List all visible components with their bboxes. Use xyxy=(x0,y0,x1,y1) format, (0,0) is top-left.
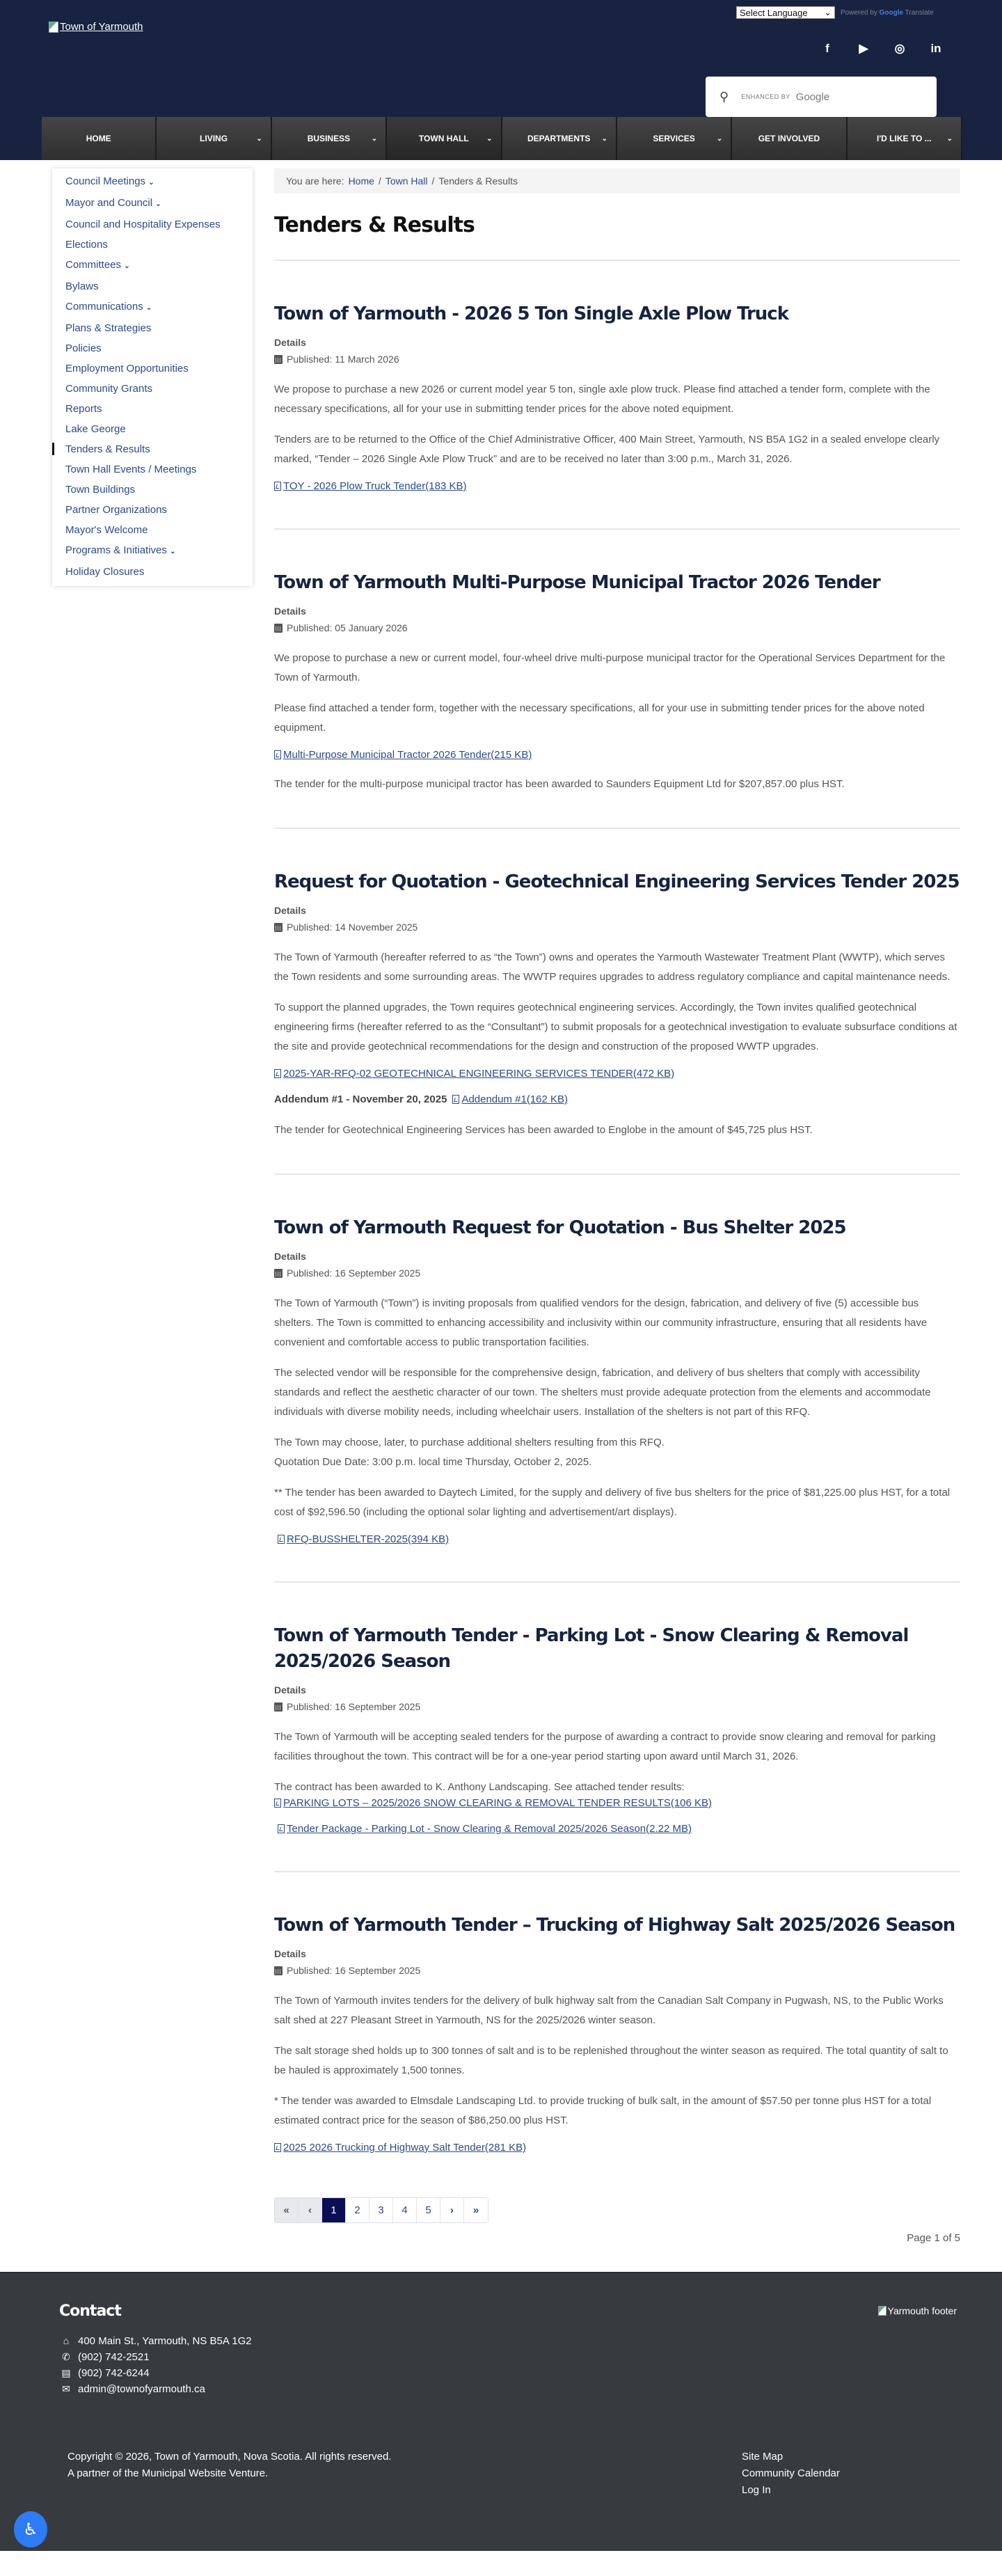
tender-article xyxy=(274,530,960,829)
calendar-icon xyxy=(274,923,283,932)
article-paragraph: Please find attached a tender form, together with the necessary specifications, all for your use in submitting tender prices for the above noted equipment. xyxy=(274,702,925,734)
sidebar-item-plans-strategies[interactable]: Plans & Strategies xyxy=(65,322,152,334)
address-text: 400 Main St., Yarmouth, NS B5A 1G2 xyxy=(78,2334,252,2347)
tender-article xyxy=(274,261,960,530)
pagination-page-5[interactable]: 5 xyxy=(417,2198,440,2222)
sidebar-item-hospitality-expenses[interactable]: Council and Hospitality Expenses xyxy=(65,219,221,230)
footer-link-log-in[interactable]: Log In xyxy=(742,2484,771,2496)
details-label: Details xyxy=(274,905,306,916)
page-count: Page 1 of 5 xyxy=(907,2232,960,2244)
pagination-row xyxy=(274,2197,960,2244)
article-paragraph: The Town of Yarmouth will be accepting sealed tenders for the purpose of awarding a contract to provide snow clearing and removal for parking facilities throughout the town. This contract will be for a one-year period starting upon award until March 31, 2026. xyxy=(274,1731,936,1762)
nav-town-hall[interactable] xyxy=(387,117,502,160)
breadcrumb-current: Tenders & Results xyxy=(438,175,518,187)
addendum-row xyxy=(274,1093,960,1105)
footer-address xyxy=(61,2333,252,2348)
phone-text: (902) 742-2521 xyxy=(78,2350,150,2363)
sidebar-item-committees[interactable] xyxy=(52,255,253,276)
search-google-watermark: Google xyxy=(795,90,830,103)
partner-link[interactable]: Municipal Website Venture xyxy=(141,2467,266,2479)
pagination-first[interactable]: « xyxy=(275,2198,299,2222)
document-link-label: Tender Package - Parking Lot - Snow Clearing & Removal 2025/2026 Season(2.22 MB) xyxy=(287,1823,692,1835)
document-link[interactable] xyxy=(278,1823,692,1835)
nav-label: SERVICES xyxy=(653,134,695,143)
language-select[interactable] xyxy=(736,6,835,19)
pagination-page-4[interactable]: 4 xyxy=(393,2198,417,2222)
published-date xyxy=(274,1701,960,1712)
article-paragraph: We propose to purchase a new 2026 or current model year 5 ton, single axle plow truck. Please find attached a tender form, complete with the necessary specifications, all for your use in submitting tender prices for the above noted equipment. xyxy=(274,384,930,415)
pdf-icon xyxy=(274,750,281,759)
main-content xyxy=(274,160,960,2244)
document-link-label: RFQ-BUSSHELTER-2025(394 KB) xyxy=(287,1533,450,1545)
published-text: Published: 14 November 2025 xyxy=(287,922,418,933)
footer-link-community-calendar[interactable]: Community Calendar xyxy=(742,2467,840,2479)
instagram-icon[interactable]: ◎ xyxy=(894,42,905,55)
chevron-down-icon: ⌄ xyxy=(371,134,378,143)
document-link-label: TOY - 2026 Plow Truck Tender(183 KB) xyxy=(283,480,467,492)
pdf-icon xyxy=(274,1069,281,1078)
chevron-down-icon[interactable]: ⌄ xyxy=(170,548,176,555)
sidebar-item-elections[interactable]: Elections xyxy=(65,239,108,251)
chevron-down-icon[interactable]: ⌄ xyxy=(124,262,130,270)
award-result: * The tender was awarded to Elmsdale Landscaping Ltd. to provide trucking of bulk salt, in the amount of $57.50 per tonne plus HST for a total estimated contract price for the season of $86,250.00 plus HST. xyxy=(274,2095,932,2126)
article-paragraph: To support the planned upgrades, the Town requires geotechnical engineering services. Accordingly, the Town invites qualified geotechnical engineering firms (hereafter referred to as the “Consultant”) to submit proposals for a geotechnical investigation to evaluate subsurface conditions at the site and provide geotechnical recommendations for the design and construction of the proposed WWTP upgrades. xyxy=(274,1002,957,1052)
fax-icon: ▤ xyxy=(61,2366,71,2378)
footer-links xyxy=(742,2449,840,2499)
published-date xyxy=(274,1965,960,1976)
powered-by-text: Powered by xyxy=(841,8,877,17)
sidebar-item-reports[interactable]: Reports xyxy=(65,403,102,415)
breadcrumb-home[interactable]: Home xyxy=(348,175,374,187)
chevron-down-icon: ⌄ xyxy=(256,134,262,143)
nav-label: TOWN HALL xyxy=(418,134,469,143)
nav-home[interactable] xyxy=(42,117,157,160)
document-link-label: Multi-Purpose Municipal Tractor 2026 Tender(215 KB) xyxy=(283,749,532,761)
pdf-icon xyxy=(452,1095,459,1104)
footer-contact-list xyxy=(61,2333,252,2397)
translate-text: Translate xyxy=(905,8,934,17)
addendum-link[interactable] xyxy=(452,1093,568,1105)
published-date xyxy=(274,1267,960,1279)
sidebar-item-bylaws[interactable]: Bylaws xyxy=(65,280,99,292)
chevron-down-icon: ⌄ xyxy=(716,134,723,143)
page-title: Tenders & Results xyxy=(274,213,475,237)
pdf-icon xyxy=(274,2143,281,2152)
nav-label: GET INVOLVED xyxy=(758,134,820,143)
breadcrumb-town-hall[interactable]: Town Hall xyxy=(385,175,428,187)
pagination-page-1[interactable]: 1 xyxy=(322,2198,346,2222)
published-text: Published: 16 September 2025 xyxy=(287,1267,421,1279)
page-body xyxy=(0,160,1002,2272)
sidebar-item-town-hall-events[interactable]: Town Hall Events / Meetings xyxy=(65,464,197,475)
published-text: Published: 11 March 2026 xyxy=(287,354,399,365)
nav-id-like-to[interactable] xyxy=(848,117,962,160)
pagination-last[interactable]: » xyxy=(464,2198,488,2222)
article-paragraph: The selected vendor will be responsible for the comprehensive design, fabrication, and delivery of bus shelters that comply with accessibility standards and reflect the aesthetic character of our town. The shelters must provide adequate protection from the elements and accommodate individuals with diverse mobility needs, including wheelchair users. Installation of the shelters is not part of this RFQ. xyxy=(274,1367,931,1418)
document-link[interactable] xyxy=(274,749,532,761)
chevron-down-icon: ⌄ xyxy=(601,134,607,143)
footer-fax xyxy=(61,2365,252,2380)
partner-line: A partner of the Municipal Website Venture. xyxy=(67,2467,269,2479)
footer-copyright xyxy=(67,2449,391,2482)
pdf-icon xyxy=(278,1824,285,1833)
details-label: Details xyxy=(274,606,306,617)
breadcrumb-separator: / xyxy=(431,175,435,187)
nav-label: LIVING xyxy=(200,134,228,143)
article-title[interactable]: Town of Yarmouth Request for Quotation - Bus Shelter 2025 xyxy=(274,1217,846,1238)
nav-services[interactable] xyxy=(617,117,732,160)
tender-article xyxy=(274,1175,960,1583)
document-link[interactable] xyxy=(274,1068,674,1080)
award-result: The tender for the multi-purpose municipal tractor has been awarded to Saunders Equipment Ltd for $207,857.00 plus HST. xyxy=(274,778,845,790)
chevron-down-icon: ⌄ xyxy=(824,7,832,17)
article-paragraph: Quotation Due Date: 3:00 p.m. local time Thursday, October 2, 2025. xyxy=(274,1456,592,1468)
nav-departments[interactable] xyxy=(502,117,617,160)
document-link[interactable] xyxy=(274,1797,712,1809)
sidebar-item-employment[interactable]: Employment Opportunities xyxy=(65,363,189,374)
article-title[interactable]: Town of Yarmouth Tender - Parking Lot - Snow Clearing & Removal 2025/2026 Season xyxy=(274,1625,909,1672)
document-link-label: PARKING LOTS – 2025/2026 SNOW CLEARING & REMOVAL TENDER RESULTS(106 KB) xyxy=(283,1797,713,1809)
sidebar-item-programs-initiatives[interactable] xyxy=(52,540,253,562)
email-icon: ✉ xyxy=(62,2383,70,2394)
article-title[interactable]: Town of Yarmouth Tender – Trucking of Highway Salt 2025/2026 Season xyxy=(274,1915,955,1936)
nav-business[interactable] xyxy=(272,117,387,160)
pagination-page-2[interactable]: 2 xyxy=(346,2198,369,2222)
footer-link-site-map[interactable]: Site Map xyxy=(742,2451,784,2463)
article-paragraph: The Town of Yarmouth invites tenders for the delivery of bulk highway salt from the Canadian Salt Company in Pugwash, NS, to the Public Works salt shed at 227 Pleasant Street in Yarmouth, NS for the 2025/2026 winter season. xyxy=(274,1995,944,2026)
chevron-down-icon[interactable]: ⌄ xyxy=(145,304,152,312)
nav-label: HOME xyxy=(86,134,111,143)
search-enhanced-by: ENHANCED BY xyxy=(741,93,790,100)
sidebar-item-holiday-closures[interactable]: Holiday Closures xyxy=(65,566,145,578)
sidebar-item-mayors-welcome[interactable]: Mayor's Welcome xyxy=(65,524,148,536)
tender-article xyxy=(274,1872,960,2167)
social-links xyxy=(820,42,944,56)
calendar-icon xyxy=(274,1966,283,1975)
pagination-next[interactable]: › xyxy=(440,2198,464,2222)
article-title[interactable]: Request for Quotation - Geotechnical Engineering Services Tender 2025 xyxy=(274,871,960,892)
breadcrumb xyxy=(274,168,960,193)
article-paragraph: We propose to purchase a new or current model, four-wheel drive multi-purpose municipal tractor for the Operational Services Department for the Town of Yarmouth. xyxy=(274,652,946,683)
translate-widget xyxy=(736,6,934,19)
chevron-down-icon: ⌄ xyxy=(946,134,953,143)
footer-logo xyxy=(878,2305,957,2316)
calendar-icon xyxy=(274,355,283,364)
document-link[interactable] xyxy=(274,480,466,492)
pagination-prev[interactable]: ‹ xyxy=(299,2198,322,2222)
sidebar-item-lake-george[interactable]: Lake George xyxy=(65,423,126,435)
award-result: The contract has been awarded to K. Anthony Landscaping. See attached tender results: xyxy=(274,1781,685,1793)
published-date xyxy=(274,622,960,633)
footer-logo-alt: Yarmouth footer xyxy=(887,2305,957,2316)
site-logo-link[interactable] xyxy=(49,21,143,33)
broken-image-icon xyxy=(878,2306,886,2316)
footer-contact-title: Contact xyxy=(59,2302,121,2320)
nav-get-involved[interactable] xyxy=(732,117,847,160)
pagination xyxy=(274,2197,488,2223)
published-date xyxy=(274,354,960,365)
phone-icon: ✆ xyxy=(62,2350,70,2362)
pdf-icon xyxy=(274,482,281,491)
sidebar-item-partner-organizations[interactable]: Partner Organizations xyxy=(65,504,167,516)
broken-image-icon xyxy=(49,22,58,33)
tender-article xyxy=(274,1583,960,1872)
breadcrumb-prefix: You are here: xyxy=(286,175,344,187)
chevron-down-icon[interactable]: ⌄ xyxy=(155,200,161,208)
nav-label: DEPARTMENTS xyxy=(527,134,591,143)
site-header xyxy=(0,0,1002,160)
breadcrumb-separator: / xyxy=(378,175,381,187)
document-link-label: Addendum #1(162 KB) xyxy=(461,1093,568,1105)
sidebar-item-label: Programs & Initiatives xyxy=(65,544,167,556)
nav-label: I'D LIKE TO ... xyxy=(876,134,932,143)
chevron-down-icon: ⌄ xyxy=(486,134,493,143)
award-result: The tender for Geotechnical Engineering Services has been awarded to Englobe in the amount of $45,725 plus HST. xyxy=(274,1124,813,1136)
footer-phone xyxy=(61,2349,252,2364)
published-text: Published: 16 September 2025 xyxy=(287,1965,421,1976)
search-icon[interactable]: ⚲ xyxy=(719,89,729,104)
facebook-icon[interactable]: f xyxy=(825,42,829,55)
sidebar-menu xyxy=(52,168,253,586)
youtube-icon[interactable]: ▶ xyxy=(859,42,868,55)
accessibility-button[interactable] xyxy=(14,2511,47,2547)
sidebar-item-communications[interactable] xyxy=(52,297,253,318)
pagination-page-3[interactable]: 3 xyxy=(369,2198,393,2222)
tender-article xyxy=(274,829,960,1175)
chevron-down-icon[interactable]: ⌄ xyxy=(148,179,154,187)
partner-prefix: A partner of the xyxy=(67,2467,139,2479)
sidebar-item-policies[interactable]: Policies xyxy=(65,342,102,354)
document-link[interactable] xyxy=(274,2142,526,2154)
sidebar-item-label: Council Meetings xyxy=(65,175,146,187)
site-search-input[interactable] xyxy=(706,77,937,117)
footer-email xyxy=(61,2381,252,2396)
sidebar-item-label: Committees xyxy=(65,259,122,271)
details-label: Details xyxy=(274,1251,306,1262)
main-nav xyxy=(42,117,962,160)
linkedin-icon[interactable]: in xyxy=(930,42,941,55)
nav-living[interactable] xyxy=(157,117,271,160)
powered-by-google-translate xyxy=(841,9,934,17)
article-paragraph: Tenders are to be returned to the Office of the Chief Administrative Officer, 400 Main Street, Yarmouth, NS B5A 1G2 in a sealed envelope clearly marked, “Tender – 2026 Single Axle Plow Truck” and are to be received no later than 3:00 p.m., March 31, 2026. xyxy=(274,434,940,465)
sidebar-item-tenders-results[interactable]: Tenders & Results xyxy=(52,439,253,459)
calendar-icon xyxy=(274,1702,283,1712)
google-logo-text: Google xyxy=(879,8,904,17)
article-paragraph: The Town of Yarmouth (“Town”) is inviting proposals from qualified vendors for the design, fabrication, and delivery of five (5) accessible bus shelters. The Town is committed to enhancing accessibility and inclusivity within our community infrastructure, ensuring that all residents have convenient and comfortable access to public transportation facilities. xyxy=(274,1297,928,1348)
pdf-icon xyxy=(278,1535,285,1544)
calendar-icon xyxy=(274,1269,283,1278)
article-paragraph: The Town may choose, later, to purchase additional shelters resulting from this RFQ. xyxy=(274,1437,665,1448)
sidebar-item-label: Communications xyxy=(65,301,143,313)
document-link[interactable] xyxy=(278,1533,449,1545)
details-label: Details xyxy=(274,1948,306,1959)
published-date xyxy=(274,922,960,933)
published-text: Published: 05 January 2026 xyxy=(287,622,408,633)
pdf-icon xyxy=(274,1799,281,1808)
article-paragraph: The Town of Yarmouth (hereafter referred to as “the Town”) owns and operates the Yarmouth Wastewater Treatment Plant (WWTP), which serves the Town residents and some surrounding areas. The WWTP requires upgrades to address regulatory compliance and capital maintenance needs. xyxy=(274,951,951,983)
article-title[interactable]: Town of Yarmouth Multi-Purpose Municipal Tractor 2026 Tender xyxy=(274,572,880,593)
sidebar-item-mayor-and-council[interactable] xyxy=(52,193,253,214)
article-title[interactable]: Town of Yarmouth - 2026 5 Ton Single Axle Plow Truck xyxy=(274,303,788,324)
sidebar-item-council-meetings[interactable] xyxy=(52,171,253,193)
sidebar-item-community-grants[interactable]: Community Grants xyxy=(65,383,153,395)
published-text: Published: 16 September 2025 xyxy=(287,1701,421,1712)
document-link-label: 2025 2026 Trucking of Highway Salt Tender(281 KB) xyxy=(283,2142,527,2154)
award-result: ** The tender has been awarded to Daytech Limited, for the supply and delivery of five bus shelters for the price of $81,225.00 plus HST, for a total cost of $92,596.50 (including the optional solar lighting and advertisement/art displays). xyxy=(274,1487,951,1518)
language-select-value: Select Language xyxy=(740,7,808,18)
email-link[interactable]: admin@townofyarmouth.ca xyxy=(78,2383,205,2395)
home-icon: ⌂ xyxy=(63,2335,70,2346)
document-link-label: 2025-YAR-RFQ-02 GEOTECHNICAL ENGINEERING SERVICES TENDER(472 KB) xyxy=(283,1068,675,1080)
site-footer xyxy=(0,2272,1002,2551)
sidebar-item-label: Mayor and Council xyxy=(65,197,153,209)
article-paragraph: The salt storage shed holds up to 300 tonnes of salt and is to be replenished throughout the winter season as required. The total quantity of salt to be hauled is approximately 1,500 tonnes. xyxy=(274,2045,948,2076)
fax-text: (902) 742-6244 xyxy=(78,2366,150,2379)
accessibility-icon: ♿︎ xyxy=(23,2520,38,2539)
details-label: Details xyxy=(274,1684,306,1696)
copyright-text: Copyright © 2026, Town of Yarmouth, Nova Scotia. All rights reserved. xyxy=(67,2451,392,2463)
sidebar-item-town-buildings[interactable]: Town Buildings xyxy=(65,484,136,496)
logo-alt-text: Town of Yarmouth xyxy=(60,21,143,33)
addendum-label: Addendum #1 - November 20, 2025 xyxy=(274,1093,447,1105)
nav-label: BUSINESS xyxy=(307,134,351,143)
details-label: Details xyxy=(274,337,306,348)
calendar-icon xyxy=(274,624,283,633)
